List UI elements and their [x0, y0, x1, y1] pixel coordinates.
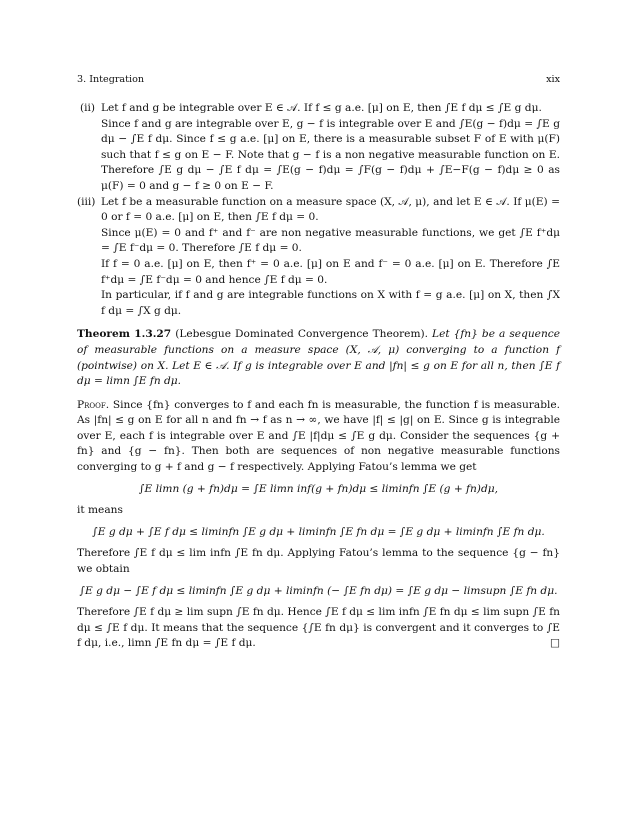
- theorem-title: Theorem 1.3.27: [77, 328, 172, 341]
- proof-conclusion: [77, 605, 560, 652]
- equation-3: ∫E g dμ − ∫E f dμ ≤ liminfn ∫E g dμ + liminfn (− ∫E fn dμ) = ∫E g dμ − limsupn ∫E fn dμ.: [79, 584, 558, 597]
- page-number: xix: [546, 74, 560, 85]
- item-iii: [77, 195, 560, 320]
- item-proof: Since f and g are integrable over E, g − f is integrable over E and ∫E(g − f)dμ = ∫E g dμ − ∫E f dμ. Since f ≤ g a.e. [μ] on E, there is a measurable subset F of E with μ(F) such that f ≤ g on E − F. Note that g − f is a non negative measurable function on E. Therefore ∫E g dμ − ∫E f dμ = ∫E(g − f)dμ = ∫F(g − f)dμ + ∫E−F(g − f)dμ ≥ 0 as μ(F) = 0 and g − f ≥ 0 on E − F.: [101, 117, 560, 192]
- proof-label: Proof.: [77, 398, 110, 411]
- item-statement: Let f and g be integrable over E ∈ 𝒜. If f ≤ g a.e. [μ] on E, then ∫E f dμ ≤ ∫E g dμ.: [101, 102, 542, 114]
- equation-2: ∫E g dμ + ∫E f dμ ≤ liminfn ∫E g dμ + liminfn ∫E fn dμ = ∫E g dμ + liminfn ∫E fn dμ.: [92, 525, 545, 538]
- item-label: (ii): [79, 102, 95, 114]
- qed-symbol: □: [549, 637, 560, 650]
- proof-paragraph: [77, 398, 560, 476]
- item-ii: [77, 101, 560, 195]
- chapter-title: 3. Integration: [77, 74, 145, 85]
- proof-paragraph: it means: [77, 504, 123, 517]
- running-header: [77, 74, 560, 85]
- theorem-name: (Lebesgue Dominated Convergence Theorem).: [175, 328, 428, 341]
- theorem: [77, 327, 560, 389]
- item-proof-part: Since μ(E) = 0 and f⁺ and f⁻ are non negative measurable functions, we get ∫E f⁺dμ = ∫E f⁻dμ = 0. Therefore ∫E f dμ = 0.: [101, 226, 560, 255]
- item-label: (iii): [77, 195, 96, 208]
- item-statement: Let f be a measurable function on a measure space (X, 𝒜, μ), and let E ∈ 𝒜. If μ(E) = 0 or f = 0 a.e. [μ] on E, then ∫E f dμ = 0.: [101, 195, 560, 224]
- proof-paragraph: Therefore ∫E f dμ ≤ lim infn ∫E fn dμ. Applying Fatou’s lemma to the sequence {g − fn} we obtain: [77, 547, 560, 576]
- proof-text: Therefore ∫E f dμ ≥ lim supn ∫E fn dμ. Hence ∫E f dμ ≤ lim infn ∫E fn dμ ≤ lim supn ∫E fn dμ ≤ ∫E f dμ. It means that the sequence {∫E fn dμ} is convergent and it converges to ∫E f dμ, i.e., limn ∫E fn dμ = ∫E f dμ.: [77, 606, 560, 650]
- equation-1: ∫E limn (g + fn)dμ = ∫E limn inf(g + fn)dμ ≤ liminfn ∫E (g + fn)dμ,: [139, 482, 498, 495]
- page-body: [77, 101, 560, 652]
- theorem-statement: Let {fn} be a sequence of measurable functions on a measure space (X, 𝒜, μ) converging to a function f (pointwise) on X. Let E ∈ 𝒜. If g is integrable over E and |fn| ≤ g on E for all n, then ∫E f dμ = limn ∫E fn dμ.: [77, 328, 560, 388]
- item-remark: In particular, if f and g are integrable functions on X with f = g a.e. [μ] on X, then ∫X f dμ = ∫X g dμ.: [101, 289, 560, 317]
- item-proof-part: If f = 0 a.e. [μ] on E, then f⁺ = 0 a.e. [μ] on E and f⁻ = 0 a.e. [μ] on E. Therefore ∫E f⁺dμ = ∫E f⁻dμ = 0 and hence ∫E f dμ = 0.: [101, 257, 560, 286]
- proof-text: Since {fn} converges to f and each fn is measurable, the function f is measurable. As |fn| ≤ g on E for all n and fn → f as n → ∞, we have |f| ≤ |g| on E. Since g is integrable over E, each f is integrable over E and ∫E |f|dμ ≤ ∫E g dμ. Consider the sequences {g + fn} and {g − fn}. Then both are sequences of non negative measurable functions converging to g + f and g − f respectively. Applying Fatou’s lemma we get: [77, 398, 560, 474]
